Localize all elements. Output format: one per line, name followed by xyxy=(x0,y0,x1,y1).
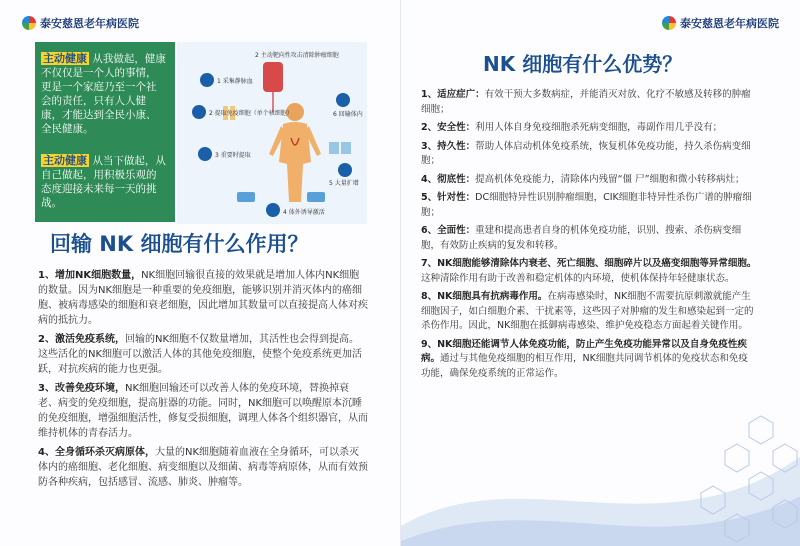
slogan-1-text: 从我做起，健康不仅仅是一个人的事情，更是一个家庭乃至一个社会的责任，只有人人健康，才能达到全民小康、全民健康。 xyxy=(41,53,166,135)
item-heading: 5、针对性： xyxy=(421,192,476,203)
item-heading: 8、NK细胞具有抗病毒作用。 xyxy=(421,291,548,302)
item-body: 提高机体免疫能力，清除体内残留“僵 尸”细胞和微小转移病灶； xyxy=(475,173,745,185)
item-heading: 3、持久性： xyxy=(421,140,476,152)
nk-therapy-illustration xyxy=(177,42,367,224)
hospital-emblem-icon xyxy=(662,16,676,30)
step-label: 6 回输体内 xyxy=(333,111,363,118)
list-item xyxy=(38,445,368,490)
item-body: NK细胞回输很直接的效果就是增加人体内NK细胞的数量。因为NK细胞是一种重要的免疫细胞，能够识别并消灭体内的癌细胞、被病毒感染的细胞和衰老细胞，因此增加其数量可以直接提高人体对疾病的抵抗力。 xyxy=(38,270,368,326)
step-label: 3 重要时提取 xyxy=(215,152,251,159)
list-item xyxy=(38,268,368,328)
item-body: 帮助人体启动机体免疫系统，恢复机体免疫功能，持久杀伤病变细胞； xyxy=(421,140,751,166)
item-body: 利用人体自身免疫细胞杀死病变细胞，毒副作用几乎没有； xyxy=(475,122,723,133)
item-body: 大量的NK细胞随着血液在全身循环，可以杀灭体内的癌细胞、老化细胞、病变细胞以及细菌、病毒等病原体，从而有效预防各种疾病，包括感冒、流感、肺炎、肿瘤等。 xyxy=(38,447,368,488)
step-label: 2 提取免疫细胞（单个核细胞） xyxy=(209,110,293,117)
item-body: 通过与其他免疫细胞的相互作用，NK细胞共同调节机体的免疫状态和免疫功能，确保免疫系统的正常运作。 xyxy=(421,353,748,379)
hospital-logo xyxy=(22,15,139,31)
list-item xyxy=(421,257,757,286)
item-heading: 3、改善免疫环境， xyxy=(38,383,125,394)
hospital-emblem-icon xyxy=(22,16,36,30)
step-circle-icon xyxy=(338,163,352,177)
item-body: 这种清除作用有助于改善和稳定机体的内环境，使机体保持年轻健康状态。 xyxy=(421,272,735,284)
therapy-process-graphic xyxy=(177,42,367,224)
item-body: NK细胞回输还可以改善人体的免疫环境，替换掉衰老、病变的免疫细胞，提高脏器的功能。同时，NK细胞可以唤醒原本沉睡的免疫细胞，增强细胞活性，修复受损细胞，调理人体各个组织器官，从而维持机体的青春活力。 xyxy=(38,383,368,439)
slogan-2 xyxy=(41,154,166,210)
slogan-2-text: 从当下做起，从自己做起，用积极乐观的态度迎接未来每一天的挑战。 xyxy=(41,155,166,209)
item-body: DC细胞特异性识别肿瘤细胞，CIK细胞非特异性杀伤广谱的肿瘤细胞； xyxy=(421,192,752,218)
hospital-name: 泰安慈恩老年病医院 xyxy=(40,17,139,30)
step-label: 5 大量扩增 xyxy=(329,180,359,187)
list-item xyxy=(421,140,757,169)
item-heading: 7、NK细胞能够清除体内衰老、死亡细胞、细胞碎片以及癌变细胞等异常细胞。 xyxy=(421,258,757,269)
list-item xyxy=(38,332,368,377)
item-heading: 4、彻底性： xyxy=(421,173,476,185)
list-item xyxy=(421,338,757,382)
item-heading: 9、NK细胞还能调节人体免疫功能，防止产生免疫功能异常以及自身免疫性疾病。 xyxy=(421,338,747,364)
list-item xyxy=(421,290,757,334)
item-heading: 6、全面性： xyxy=(421,225,476,236)
list-item xyxy=(421,191,757,220)
step-circle-icon xyxy=(200,73,214,87)
item-body: 重建和提高患者自身的机体免疫功能，识别、搜索、杀伤病变细胞，有效防止疾病的复发和转移。 xyxy=(421,225,742,251)
nk-advantages-list xyxy=(421,88,757,385)
item-heading: 2、激活免疫系统， xyxy=(38,334,125,345)
right-page-title: NK 细胞有什么优势？ xyxy=(483,52,683,76)
right-page xyxy=(400,0,800,546)
item-heading: 1、增加NK细胞数量， xyxy=(38,270,142,281)
item-heading: 4、全身循环杀灭病原体， xyxy=(38,447,155,458)
item-body: 回输的NK细胞不仅数量增加，其活性也会得到提高。这些活化的NK细胞可以激活人体的其他免疫细胞，使整个免疫系统更加活跃，对抗疾病的能力也更强。 xyxy=(38,334,363,375)
item-heading: 2、安全性： xyxy=(421,122,476,133)
item-heading: 1、适应症广： xyxy=(421,89,485,100)
slogan-1 xyxy=(41,52,166,136)
health-slogan-panel xyxy=(35,42,175,222)
left-page-title: 回输 NK 细胞有什么作用？ xyxy=(50,232,309,256)
step-label: 2 主动靶向性攻击清除肿瘤细胞 xyxy=(255,52,339,59)
item-body: 在病毒感染时，NK细胞不需要抗原刺激就能产生细胞因子，如白细胞介素、干扰素等，这些因子对肿瘤的发生和感染起到一定的杀伤作用。因此，NK细胞在抵御病毒感染、维护免疫稳态方面起着关键作用。 xyxy=(421,291,754,331)
list-item xyxy=(421,121,757,136)
step-circle-icon xyxy=(198,147,212,161)
step-label: 1 采集静脉血 xyxy=(217,78,253,85)
step-circle-icon xyxy=(266,203,280,217)
hospital-logo xyxy=(662,15,779,31)
blood-bag-icon xyxy=(263,62,283,92)
nk-effects-list xyxy=(38,268,368,494)
step-circle-icon xyxy=(192,105,206,119)
hexagon-pattern-decoration xyxy=(641,396,800,546)
slogan-1-tag: 主动健康 xyxy=(43,52,87,65)
list-item xyxy=(421,88,757,117)
step-label: 4 体外诱导激活 xyxy=(283,209,325,216)
item-body: 有效干预大多数病症，并能消灭对放、化疗不敏感及转移的肿瘤细胞； xyxy=(421,89,751,115)
list-item xyxy=(38,381,368,441)
step-circle-icon xyxy=(336,93,350,107)
hospital-name: 泰安慈恩老年病医院 xyxy=(680,17,779,30)
list-item xyxy=(421,224,757,253)
list-item xyxy=(421,173,757,188)
slogan-2-tag: 主动健康 xyxy=(43,154,87,167)
